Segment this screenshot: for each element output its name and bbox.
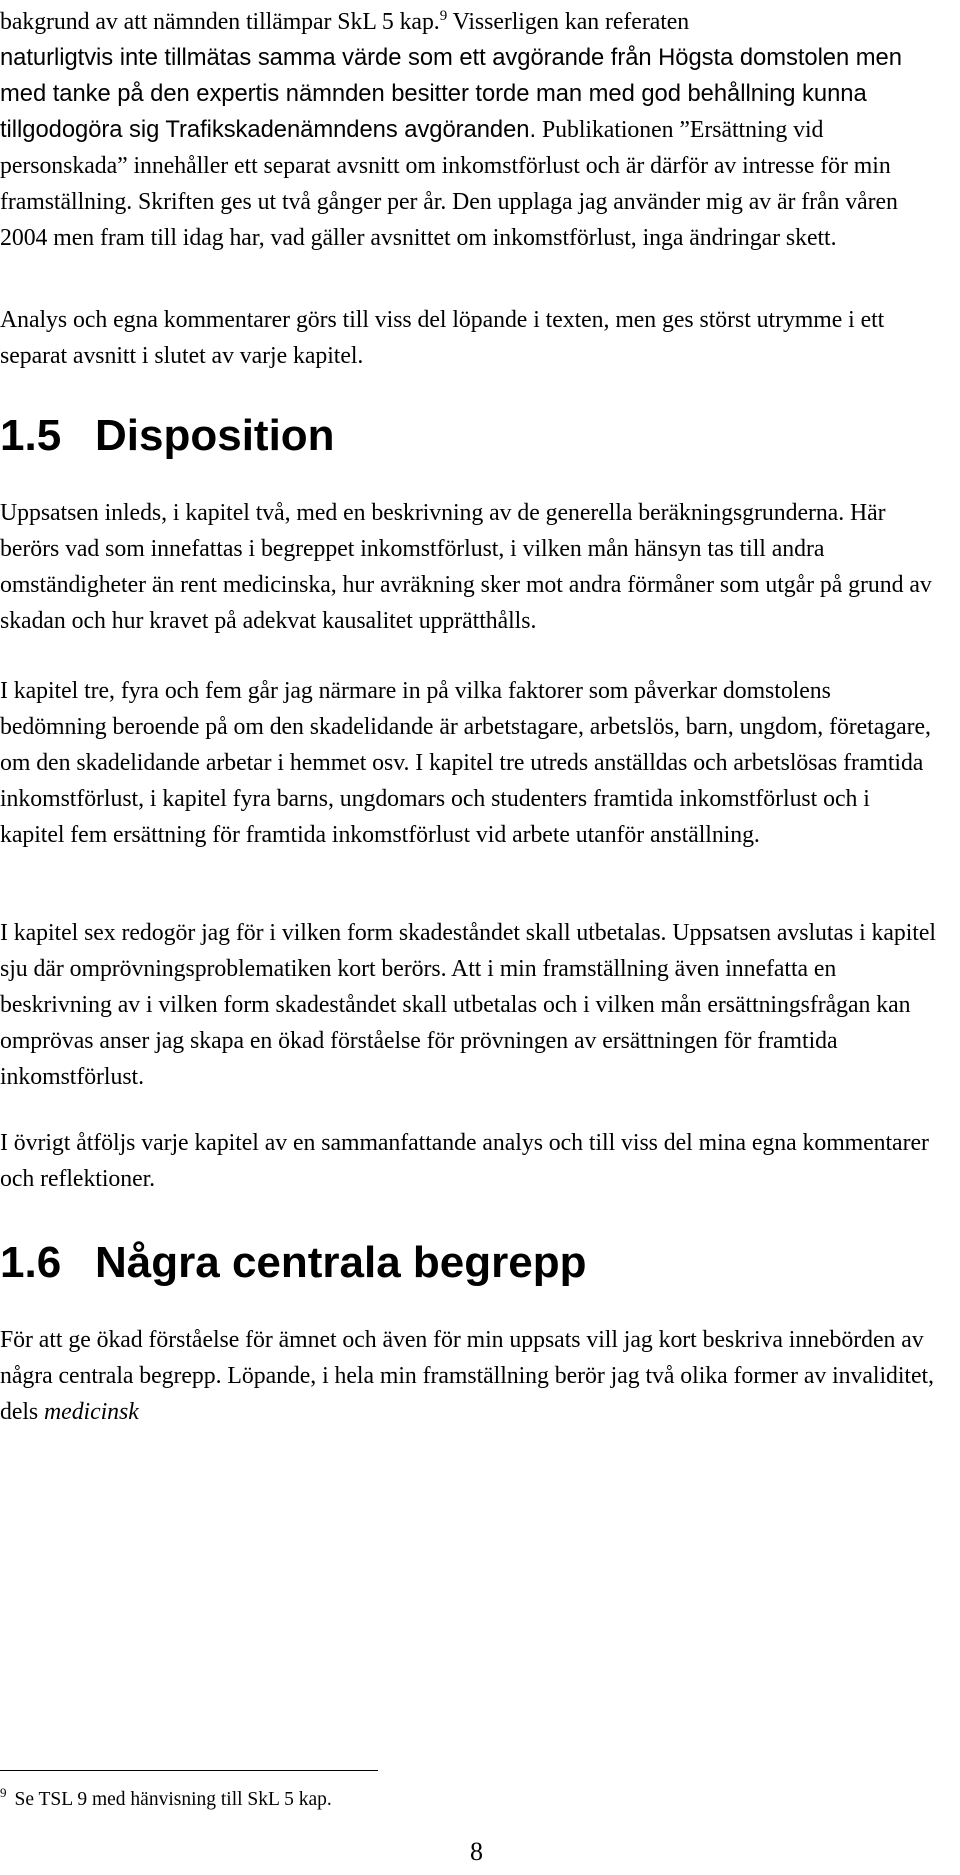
section-title: Disposition <box>95 411 335 460</box>
text-run: Visserligen kan referaten <box>447 9 690 35</box>
section-title: Några centrala begrepp <box>95 1238 587 1287</box>
italic-term: medicinsk <box>44 1399 139 1425</box>
footnote-text: Se TSL 9 med hänvisning till SkL 5 kap. <box>14 1789 332 1810</box>
paragraph-analysis: Analys och egna kommentarer görs till viss del löpande i texten, men ges störst utrymme i ett separat avsnitt i slutet av varje kapitel. <box>0 307 885 369</box>
paragraph-summary: I övrigt åtföljs varje kapitel av en sammanfattande analys och till viss del mina egna kommentarer och reflektioner. <box>0 1130 929 1192</box>
text-run: bakgrund av att nämnden tillämpar SkL 5 kap. <box>0 9 440 35</box>
text-run: Den upplaga jag använder mig av är från våren 2004 men fram till idag har, vad gäller avsnittet om inkomstförlust, inga ändringar skett. <box>0 189 898 251</box>
text-run: naturligtvis inte tillmätas samma värde som ett avgörande från Högsta domstolen men med tanke på den expertis nämnden besitter torde man med god behållning kunna tillgodogöra sig Trafikskadenämndens avgöranden. <box>0 44 902 143</box>
paragraph-sources <box>0 4 940 256</box>
page-number: 8 <box>470 1837 483 1866</box>
paragraph-chapters-3-5: I kapitel tre, fyra och fem går jag närmare in på vilka faktorer som påverkar domstolens bedömning beroende på om den skadelidande är arbetstagare, arbetslös, barn, ungdom, företagare, om den skadelidande arbetar i hemmet osv. I kapitel tre utreds anställdas och arbetslösas framtida inkomstförlust, i kapitel fyra barns, ungdomars och studenters framtida inkomstförlust och i kapitel fem ersättning för framtida inkomstförlust vid arbete utanför anställning. <box>0 678 931 848</box>
paragraph-disposition-intro: Uppsatsen inleds, i kapitel två, med en beskrivning av de generella beräkningsgrunderna. Här berörs vad som innefattas i begreppet inkomstförlust, i vilken mån hänsyn tas till andra omständigheter än rent medicinska, hur avräkning sker mot andra förmåner som utgår på grund av skadan och hur kravet på adekvat kausalitet upprätthålls. <box>0 500 932 634</box>
footnote <box>0 1785 332 1815</box>
paragraph-chapters-6-7: I kapitel sex redogör jag för i vilken form skadeståndet skall utbetalas. Uppsatsen avslutas i kapitel sju där omprövningsproblematiken kort berörs. Att i min framställning även innefatta en beskrivning av i vilken form skadeståndet skall utbetalas och i vilken mån ersättningsfrågan kan omprövas anser jag skapa en ökad förståelse för prövningen av ersättningen för framtida inkomstförlust. <box>0 920 936 1090</box>
footnote-separator <box>0 1770 378 1771</box>
section-heading-1-6 <box>0 1238 587 1288</box>
footnote-number: 9 <box>0 1785 7 1800</box>
footnote-reference[interactable]: 9 <box>439 8 448 24</box>
section-number: 1.5 <box>0 411 62 460</box>
text-run: Publikationen ”Ersättning vid personskada” innehåller ett separat avsnitt om inkomstförlust och är därför av intresse för min framställning. Skriften ges ut två gånger per år. <box>0 117 891 215</box>
text-run: För att ge ökad förståelse för ämnet och även för min uppsats vill jag kort beskriva innebörden av några centrala begrepp. Löpande, i hela min framställning berör jag två olika former av invaliditet, dels <box>0 1327 934 1425</box>
paragraph-concepts <box>0 1322 940 1430</box>
section-number: 1.6 <box>0 1238 62 1287</box>
section-heading-1-5 <box>0 411 335 461</box>
